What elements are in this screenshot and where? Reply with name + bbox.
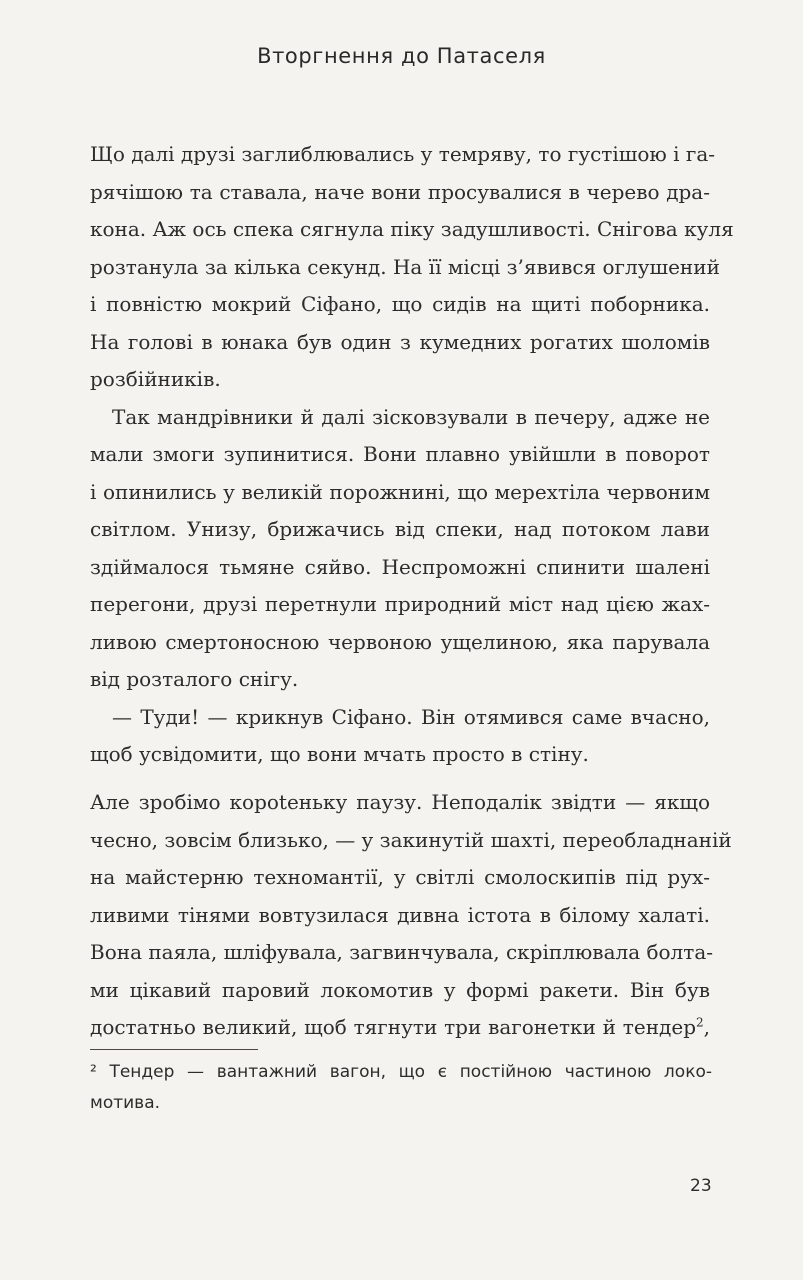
text-line: розбійників. <box>90 367 221 391</box>
text-line: Але зробімо короteньку паузу. Неподалік звідти — якщо <box>90 790 710 814</box>
text-line: рячішою та ставала, наче вони просувалися в черево дра- <box>90 179 710 204</box>
text-line: від розталого снігу. <box>90 667 299 691</box>
text-line: — Туди! — крикнув Сіфано. Він отямився саме вчасно, <box>112 704 710 729</box>
footnote-ref[interactable]: 2 <box>696 1015 704 1030</box>
paragraph <box>90 699 710 774</box>
paragraph <box>90 136 734 399</box>
running-header: Вторгнення до Патаселя <box>257 44 546 68</box>
section-2-text <box>90 784 732 1047</box>
footnote-line: мотива. <box>90 1093 161 1113</box>
footnote-divider <box>90 1049 258 1050</box>
text-line: розтанула за кілька секунд. На її місці з’явився оглушений <box>90 254 720 279</box>
text-line: ливими тінями вовтузилася дивна істота в білому халаті. <box>90 902 710 927</box>
text-line: кона. Аж ось спека сягнула піку задушливості. Снігова куля <box>90 217 734 241</box>
footnote <box>90 1057 712 1119</box>
text-line: на майстерню техномантії, у світлі смолоскипів під рух- <box>90 865 710 889</box>
text-line: світлом. Унизу, брижачись від спеки, над потоком лави <box>90 517 710 541</box>
text-line: ливою смертоносною червоною ущелиною, яка парувала <box>90 629 710 654</box>
text-line: ми цікавий паровий локомотив у формі ракети. Він був <box>90 977 710 1002</box>
section-1-text <box>90 136 734 774</box>
page-number: 23 <box>690 1176 712 1196</box>
line-text: достатньо великий, щоб тягнути три вагонетки й тендер <box>90 1015 696 1039</box>
text-line: щоб усвідомити, що вони мчать просто в стіну. <box>90 742 589 766</box>
text-line: і опинились у великій порожнині, що мерехтіла червоним <box>90 479 710 504</box>
paragraph <box>90 399 710 699</box>
text-line: чесно, зовсім близько, — у закинутій шахті, переобладнаній <box>90 827 732 852</box>
text-line: мали змоги зупинитися. Вони плавно увійшли в поворот <box>90 442 710 466</box>
text-line: Вона паяла, шліфувала, загвинчувала, скріплювала болта- <box>90 940 714 964</box>
footnote-line: ² Тендер — вантажний вагон, що є постійною частиною локо- <box>90 1062 712 1082</box>
text-line: Що далі друзі заглиблювались у темряву, то густішою і га- <box>90 142 716 166</box>
text-line: здіймалося тьмяне сяйво. Неспроможні спинити шалені <box>90 554 710 579</box>
text-line: і повністю мокрий Сіфано, що сидів на щиті поборника. <box>90 292 710 316</box>
line-tail: , <box>703 1015 710 1039</box>
text-line: Так мандрівники й далі зісковзували в печеру, адже не <box>112 404 710 429</box>
paragraph <box>90 784 732 1047</box>
text-line <box>90 1009 710 1047</box>
text-line: На голові в юнака був один з кумедних рогатих шоломів <box>90 329 710 354</box>
text-line: перегони, друзі перетнули природний міст над цією жах- <box>90 592 710 616</box>
